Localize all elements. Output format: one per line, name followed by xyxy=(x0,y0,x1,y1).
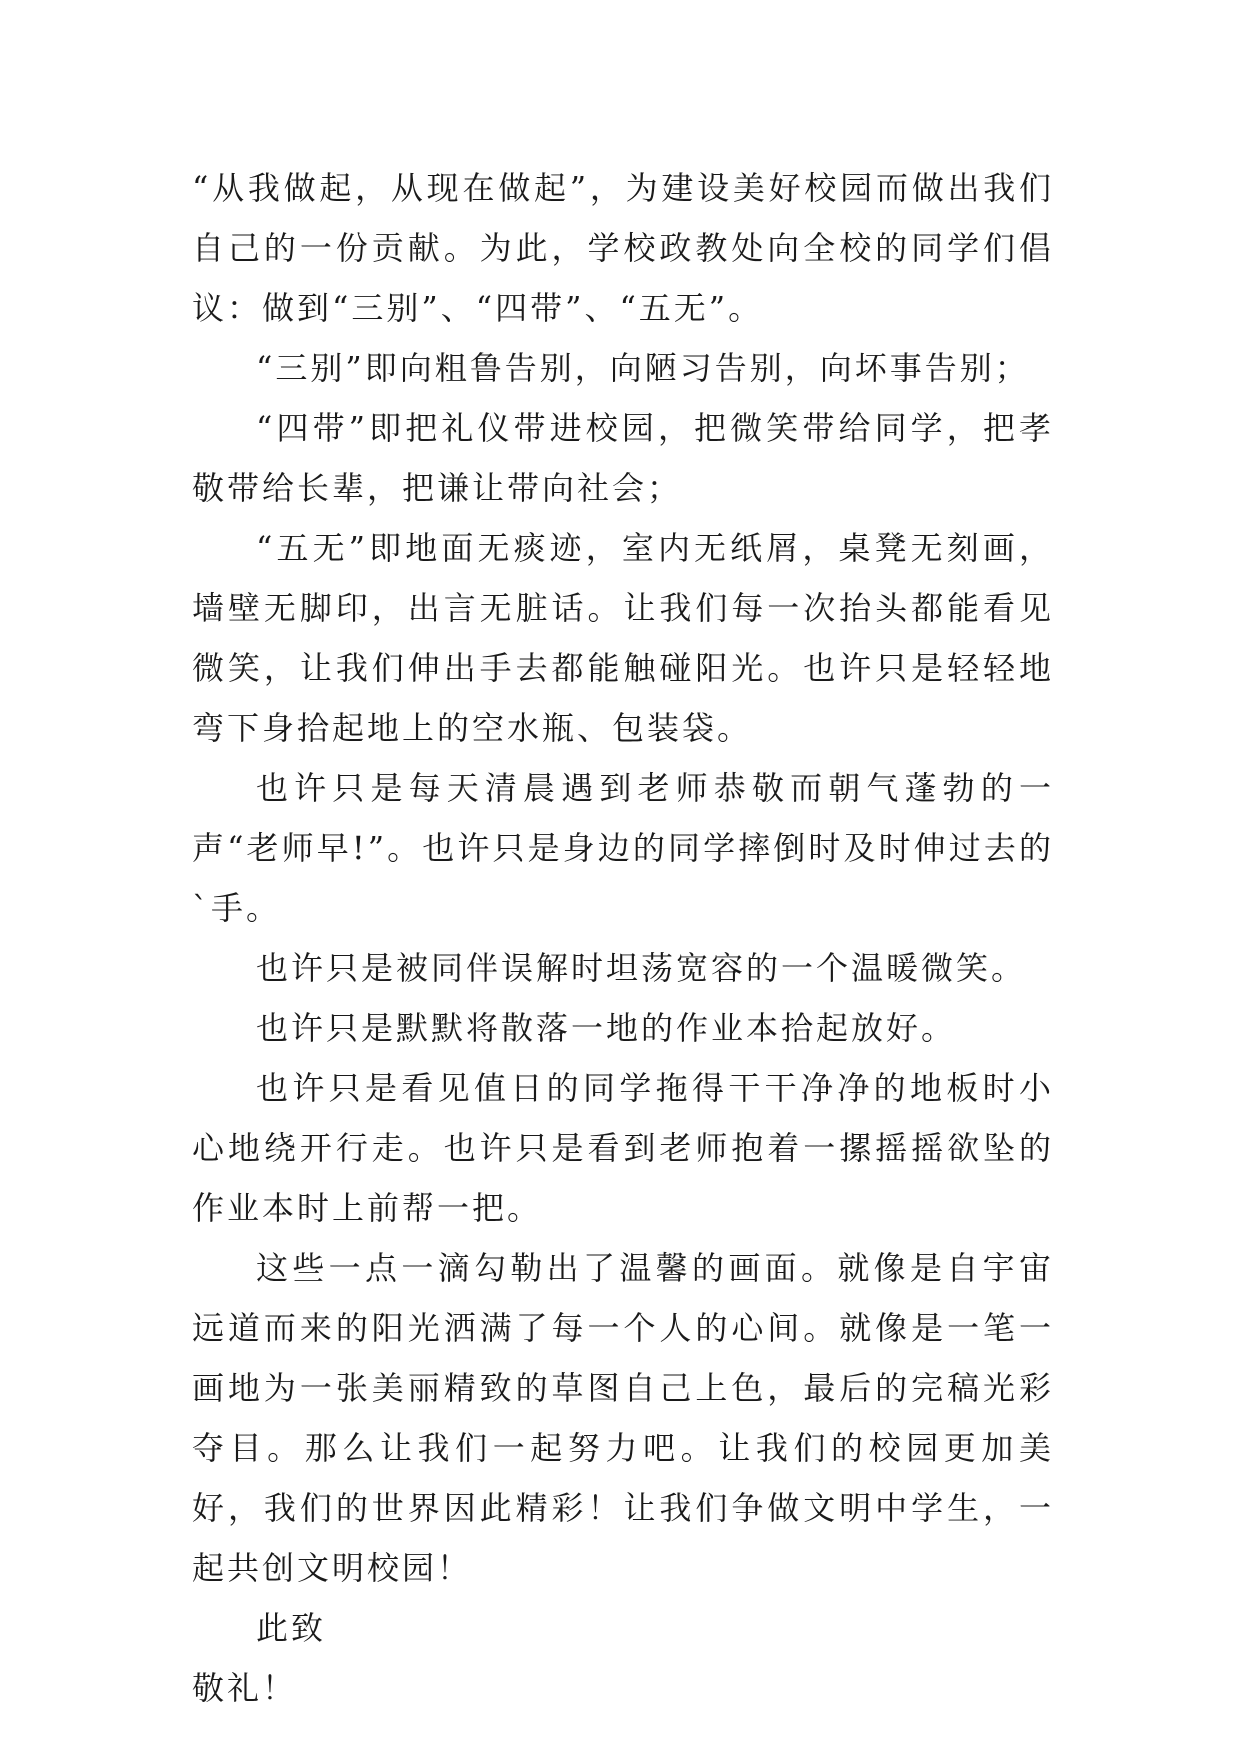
salutation-line: 敬礼！ xyxy=(192,1669,298,1707)
closing-line: 此致 xyxy=(256,1609,327,1647)
paragraph-morning-greeting: 也许只是每天清晨遇到老师恭敬而朝气蓬勃的一声“老师早!”。也许只是身边的同学摔倒时及时伸过去的`手。 xyxy=(192,769,1054,927)
paragraph-homework-books: 也许只是默默将散落一地的作业本拾起放好。 xyxy=(256,1009,957,1047)
paragraph-clean-floor: 也许只是看见值日的同学拖得干干净净的地板时小心地绕开行走。也许只是看到老师抱着一摞摇摇欲坠的作业本时上前帮一把。 xyxy=(192,1069,1054,1227)
paragraph-warm-smile: 也许只是被同伴误解时坦荡宽容的一个温暖微笑。 xyxy=(256,949,1027,987)
paragraph-conclusion: 这些一点一滴勾勒出了温馨的画面。就像是自宇宙远道而来的阳光洒满了每一个人的心间。就像是一笔一画地为一张美丽精致的草图自己上色，最后的完稿光彩夺目。那么让我们一起努力吧。让我们的校园更加美好，我们的世界因此精彩！让我们争做文明中学生，一起共创文明校园！ xyxy=(192,1249,1054,1587)
paragraph-four-brings: “四带”即把礼仪带进校园，把微笑带给同学，把孝敬带给长辈，把谦让带向社会； xyxy=(192,409,1054,507)
paragraph-five-nones: “五无”即地面无痰迹，室内无纸屑，桌凳无刻画，墙壁无脚印，出言无脏话。让我们每一次抬头都能看见微笑，让我们伸出手去都能触碰阳光。也许只是轻轻地弯下身拾起地上的空水瓶、包装袋。 xyxy=(192,529,1054,747)
paragraph-intro: “从我做起，从现在做起”，为建设美好校园而做出我们自己的一份贡献。为此，学校政教处向全校的同学们倡议：做到“三别”、“四带”、“五无”。 xyxy=(192,169,1054,327)
letter-body xyxy=(192,158,1054,1718)
paragraph-three-farewells: “三别”即向粗鲁告别，向陋习告别，向坏事告别； xyxy=(256,349,1030,387)
